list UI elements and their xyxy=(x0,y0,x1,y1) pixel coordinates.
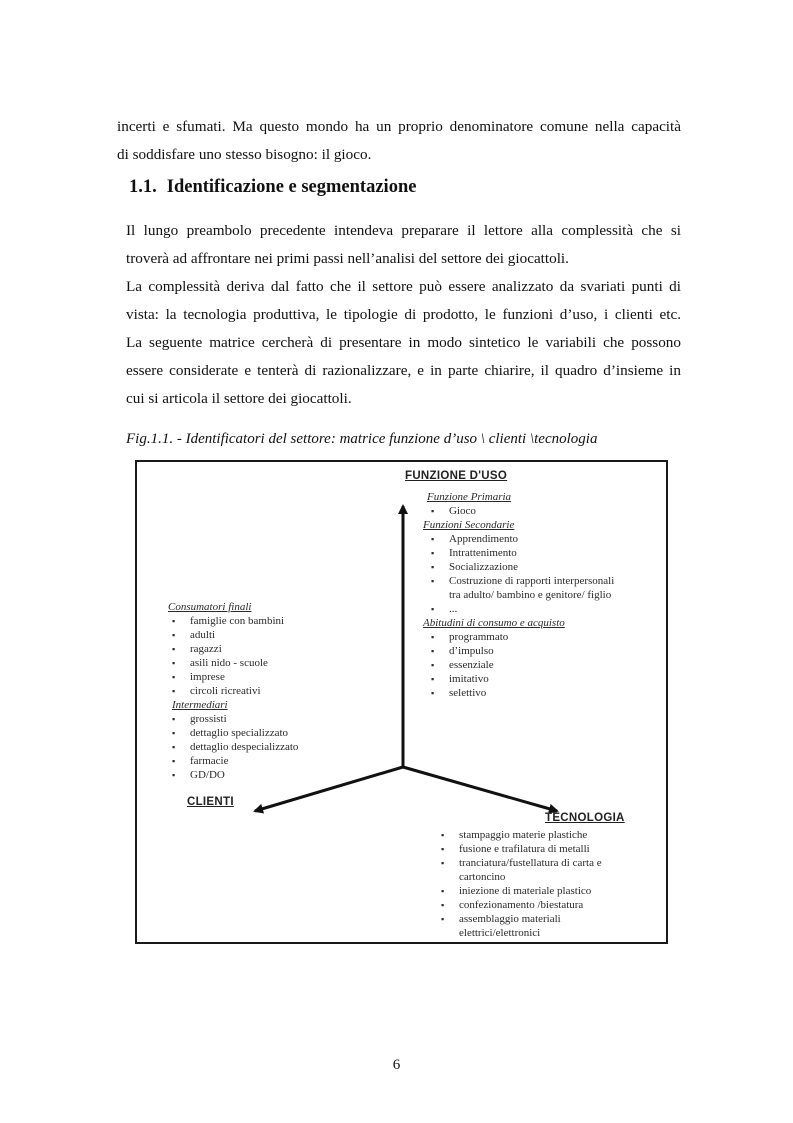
body-line: La complessità deriva dal fatto che il settore può essere analizzato da svariati punti di xyxy=(126,278,681,295)
intro-paragraph xyxy=(117,113,681,169)
body-line: Il lungo preambolo precedente intendeva preparare il lettore alla complessità che si xyxy=(126,222,681,239)
list-item: ▪ tranciatura/fustellatura di carta e cartoncino xyxy=(437,856,647,884)
tecnologia-list xyxy=(437,828,647,940)
list-item: ▪ stampaggio materie plastiche xyxy=(437,828,647,842)
tecnologia-axis xyxy=(403,767,557,811)
list-item: ▪ d’impulso xyxy=(427,644,627,658)
list-item: ▪ programmato xyxy=(427,630,627,644)
section-number: 1.1. xyxy=(129,177,157,197)
list-item: ▪ Gioco xyxy=(427,504,627,518)
list-item: ▪ fusione e trafilatura di metalli xyxy=(437,842,647,856)
funzione-uso-title: FUNZIONE D'USO xyxy=(405,470,508,482)
list-item: ▪ assemblaggio materiali elettrici/elettronici xyxy=(437,912,629,940)
funzione-uso-list xyxy=(423,490,627,700)
intermediari-items xyxy=(168,712,368,782)
list-item: ▪ asili nido - scuole xyxy=(168,656,368,670)
list-item: ▪ Intrattenimento xyxy=(427,546,627,560)
body-line: cui si articola il settore dei giocattoli. xyxy=(126,390,352,407)
abitudini-items xyxy=(427,630,627,700)
list-item: ▪ famiglie con bambini xyxy=(168,614,368,628)
funzioni-secondarie-title: Funzioni Secondarie xyxy=(423,519,515,531)
funzioni-secondarie-items xyxy=(427,532,627,616)
list-item: ▪ adulti xyxy=(168,628,368,642)
list-item: ▪ circoli ricreativi xyxy=(168,684,368,698)
funzione-primaria-items xyxy=(427,504,627,518)
body-line: essere considerate e tenterà di razionalizzare, e in parte chiarire, il quadro d’insieme in xyxy=(126,362,681,379)
tecnologia-items xyxy=(437,828,647,940)
list-item: ▪ Socializzazione xyxy=(427,560,627,574)
list-item: ▪ grossisti xyxy=(168,712,368,726)
section-heading xyxy=(129,177,416,198)
consumatori-finali-title: Consumatori finali xyxy=(168,601,252,613)
intro-line: di soddisfare uno stesso bisogno: il gioco. xyxy=(117,146,372,163)
body-line: La seguente matrice cercherà di presentare in modo sintetico le variabili che possono xyxy=(126,334,681,351)
list-item: ▪ selettivo xyxy=(427,686,627,700)
body-line: vista: la tecnologia produttiva, le tipologie di prodotto, le funzioni d’uso, i clienti etc. xyxy=(126,306,681,323)
section-title: Identificazione e segmentazione xyxy=(166,177,417,197)
list-item: ▪ farmacie xyxy=(168,754,368,768)
list-item: ▪ dettaglio specializzato xyxy=(168,726,368,740)
list-item: ▪ ... xyxy=(427,602,627,616)
abitudini-title: Abitudini di consumo e acquisto xyxy=(423,617,565,629)
funzione-primaria-title: Funzione Primaria xyxy=(427,491,512,503)
intro-line: incerti e sfumati. Ma questo mondo ha un proprio denominatore comune nella capacità xyxy=(117,118,681,135)
body-paragraph-1 xyxy=(126,217,681,273)
list-item: ▪ imitativo xyxy=(427,672,627,686)
tecnologia-title: TECNOLOGIA xyxy=(545,812,625,824)
consumatori-finali-items xyxy=(168,614,368,698)
list-item: ▪ GD/DO xyxy=(168,768,368,782)
list-item: ▪ essenziale xyxy=(427,658,627,672)
list-item: ▪ ragazzi xyxy=(168,642,368,656)
clienti-title: CLIENTI xyxy=(187,796,234,808)
list-item: ▪ imprese xyxy=(168,670,368,684)
list-item: ▪ Costruzione di rapporti interpersonali tra adulto/ bambino e genitore/ figlio xyxy=(427,574,619,602)
page-number: 6 xyxy=(392,1057,401,1073)
matrix-figure xyxy=(135,460,668,944)
figure-caption: Fig.1.1. - Identificatori del settore: matrice funzione d’uso \ clienti \tecnologia xyxy=(126,431,598,447)
clienti-list xyxy=(168,600,368,782)
list-item: ▪ Apprendimento xyxy=(427,532,627,546)
list-item: ▪ iniezione di materiale plastico xyxy=(437,884,647,898)
list-item: ▪ dettaglio despecializzato xyxy=(168,740,368,754)
body-paragraph-2 xyxy=(126,273,681,413)
list-item: ▪ confezionamento /biestatura xyxy=(437,898,647,912)
intermediari-title: Intermediari xyxy=(172,699,228,711)
body-line: troverà ad affrontare nei primi passi nell’analisi del settore dei giocattoli. xyxy=(126,250,569,267)
